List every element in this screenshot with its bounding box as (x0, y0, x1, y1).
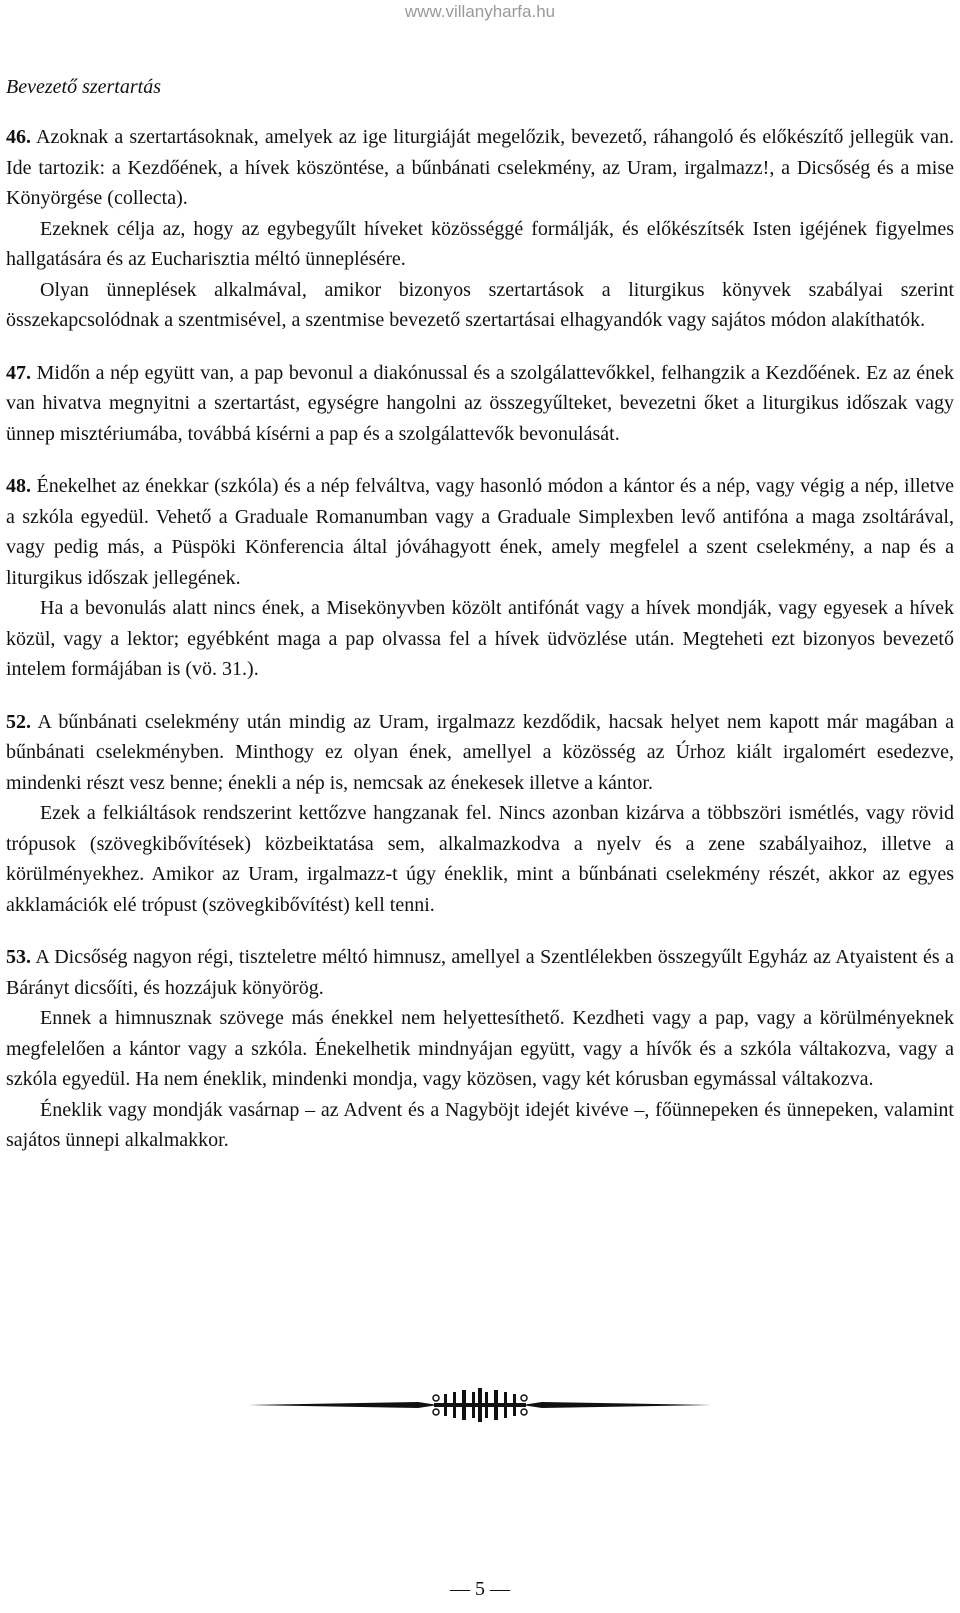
paragraph-text: Énekelhet az énekkar (szkóla) és a nép felváltva, vagy hasonló módon a kántor és a nép, vagy végig a nép, illetve a szkóla egyedül. Vehető a Graduale Romanumban vagy a Graduale Simplexben levő antifóna a maga zsoltárával, vagy pedig más, a Püspöki Könferencia által jóváhagyott ének, amely megfelel a szent cselekmény, a nap és a liturgikus időszak jellegének. (6, 475, 954, 589)
ornament-divider-icon (248, 1388, 712, 1422)
document-page (6, 60, 954, 1178)
paragraph-53-1 (6, 942, 954, 1003)
paragraph-number: 52. (6, 710, 31, 733)
paragraph-47 (6, 358, 954, 450)
paragraph-46-1 (6, 122, 954, 214)
site-url-header: www.villanyharfa.hu (404, 2, 556, 21)
paragraph-48 (6, 471, 954, 685)
paragraph-53-2: Ennek a himnusznak szövege más énekkel nem helyettesíthető. Kezdheti vagy a pap, vagy a körülményeknek megfelelően a kántor vagy a szkóla. Énekelhetik mindnyájan együtt, vagy a hívők és a szkóla váltakozva, vagy a szkóla egyedül. Ha nem éneklik, mindenki mondja, vagy közösen, vagy két kórusban egymással váltakozva. (6, 1007, 954, 1090)
paragraph-number: 46. (6, 126, 31, 148)
paragraph-46-2: Ezeknek célja az, hogy az egybegyűlt híveket közösséggé formálják, és előkészítsék Isten igéjének figyelmes hallgatására és az Eucharisztia méltó ünneplésére. (6, 217, 954, 270)
paragraph-52-2: Ezek a felkiáltások rendszerint kettőzve hangzanak fel. Nincs azonban kizárva a többszöri ismétlés, vagy rövid trópusok (szövegkibővítések) közbeiktatása sem, alkalmazkodva a nyelv és a zene szabályaihoz, illetve a körülményekhez. Amikor az Uram, irgalmazz-t úgy éneklik, mint a bűnbánati cselekmény részét, akkor az egyes akklamációk elé trópust (szövegkibővítést) kell tenni. (6, 802, 954, 916)
page-number: — 5 — (450, 1578, 510, 1600)
paragraph-text: A bűnbánati cselekmény után mindig az Uram, irgalmazz kezdődik, hacsak helyet nem kapott már magában a bűnbánati cselekményben. Minthogy ez olyan ének, amellyel a közösség az Úrhoz kiált irgalomért esedezve, mindenki részt vesz benne; énekli a nép is, nemcsak az énekesek illetve a kántor. (6, 710, 954, 794)
paragraph-48-1 (6, 471, 954, 593)
paragraph-52 (6, 707, 954, 921)
paragraph-text: Azoknak a szertartásoknak, amelyek az ige liturgiáját megelőzik, bevezető, ráhangoló és előkészítő jellegük van. Ide tartozik: a Kezdőének, a hívek köszöntése, a bűnbánati cselekmény, az Uram, irgalmazz!, a Dicsőség és a mise Könyörgése (collecta). (6, 126, 954, 209)
paragraph-text: A Dicsőség nagyon régi, tiszteletre méltó himnusz, amellyel a Szentlélekben összegyűlt Egyház az Atyaistent és a Bárányt dicsőíti, és hozzájuk könyörög. (6, 946, 954, 999)
paragraph-number: 48. (6, 475, 31, 497)
paragraph-48-2: Ha a bevonulás alatt nincs ének, a Misekönyvben közölt antifónát vagy a hívek mondják, vagy egyesek a hívek közül, vagy a lektor; egyébként maga a pap olvassa fel a hívek üdvözlése után. Megteheti ezt bizonyos bevezető intelem formájában is (vö. 31.). (6, 597, 954, 680)
paragraph-number: 53. (6, 946, 31, 968)
paragraph-text: Midőn a nép együtt van, a pap bevonul a diakónussal és a szolgálattevőkkel, felhangzik a Kezdőének. Ez az ének van hivatva megnyitni a szertartást, egységre hangolni az összegyűlteket, bevezetni őket a liturgikus időszak vagy ünnep misztériumába, továbbá kísérni a pap és a szolgálattevők bevonulását. (6, 361, 954, 445)
paragraph-52-1 (6, 707, 954, 799)
paragraph-53 (6, 942, 954, 1156)
paragraph-53-3: Éneklik vagy mondják vasárnap – az Advent és a Nagyböjt idejét kivéve –, főünnepeken és ünnepeken, valamint sajátos ünnepi alkalmakkor. (6, 1098, 954, 1151)
section-title: Bevezető szertartás (6, 76, 161, 98)
paragraph-46-3: Olyan ünneplések alkalmával, amikor bizonyos szertartások a liturgikus könyvek szabályai szerint összekapcsolódnak a szentmisével, a szentmise bevezető szertartásai elhagyandók vagy sajátos módon alakíthatók. (6, 278, 954, 331)
paragraph-46 (6, 122, 954, 336)
paragraph-number: 47. (6, 361, 31, 384)
paragraph-47-1 (6, 358, 954, 450)
